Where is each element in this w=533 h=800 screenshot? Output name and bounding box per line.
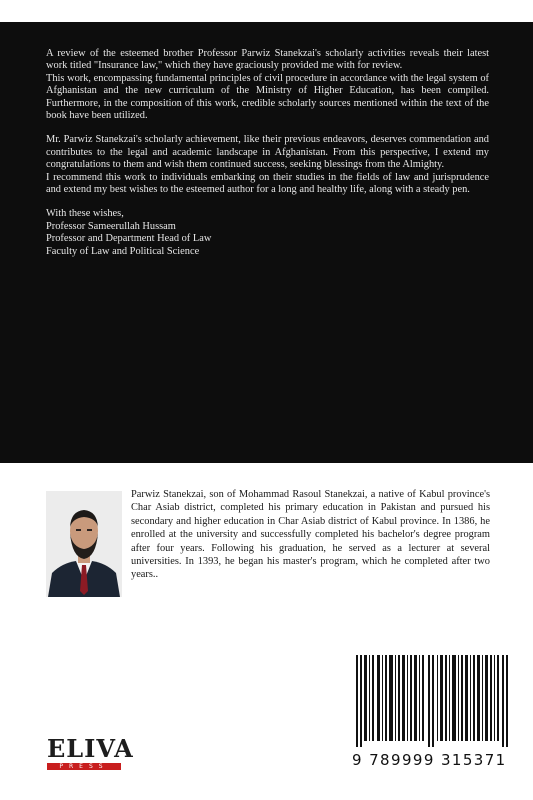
signer-name: Professor Sameerullah Hussam: [46, 220, 176, 232]
review-paragraph-1: A review of the esteemed brother Professor Parwiz Stanekzai's scholarly activities reveals their latest work titled "Insurance law," which they have graciously provided me with for review.: [46, 48, 489, 72]
logo-subtext: PRESS: [47, 763, 121, 770]
signer-title: Professor and Department Head of Law: [46, 233, 212, 245]
review-paragraph-4: I recommend this work to individuals embarking on their studies in the fields of law and jurisprudence and extend my best wishes to the esteemed author for a long and healthy life, along with a steady pen.: [46, 171, 489, 196]
paragraph-gap: [46, 122, 489, 134]
author-bio: Parwiz Stanekzai, son of Mohammad Rasoul Stanekzai, a native of Kabul province's Char Asiab district, completed his primary education in Pakistan and pursued his secondary and higher education in Char Asiab district of Kabul province. In 1386, he enrolled at the university and successfully completed his bachelor's degree program after four years. Following his graduation, he served as a lecturer at several universities. In 1393, he began his master's program, which he completed after two years..: [131, 489, 490, 581]
author-photo: [46, 491, 122, 597]
signer-faculty: Faculty of Law and Political Science: [46, 245, 200, 257]
review-paragraph-3: Mr. Parwiz Stanekzai's scholarly achievement, like their previous endeavors, deserves commendation and contributes to the legal and academic landscape in Afghanistan. From this perspective, I extend my congratulations to them and wish them continued success, seeking blessings from the Almighty.: [46, 134, 489, 171]
review-paragraph-2: This work, encompassing fundamental principles of civil procedure in accordance with the legal system of Afghanistan and the new curriculum of the Ministry of Higher Education, has been compiled. Furthermore, in the composition of this work, credible scholarly sources mentioned within the text of the book have been utilized.: [46, 72, 489, 122]
publisher-logo: [47, 734, 134, 773]
author-portrait-icon: [46, 491, 122, 597]
barcode-icon: [352, 655, 520, 751]
isbn-digits: 9 789999 315371: [352, 751, 507, 769]
review-text: [46, 48, 489, 258]
isbn-barcode: [352, 655, 520, 775]
paragraph-gap: [46, 196, 489, 208]
logo-wordmark: ELIVA: [47, 734, 134, 763]
review-closing: With these wishes,: [46, 208, 124, 220]
